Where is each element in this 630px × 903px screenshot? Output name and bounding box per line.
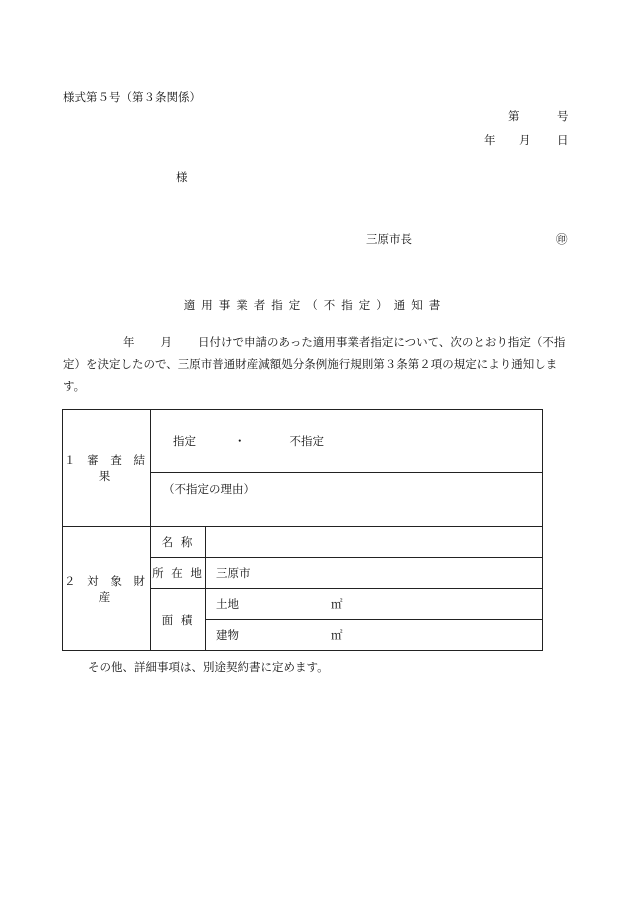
reason-label: （不指定の理由）	[163, 482, 255, 496]
review-result-label: １ 審 査 結 果	[63, 410, 151, 527]
option-separator: ・	[234, 434, 246, 448]
name-label: 名 称	[151, 527, 206, 558]
area-label: 面 積	[151, 589, 206, 651]
date-year-label: 年	[484, 133, 496, 147]
body-text: 日付けで申請のあった適用事業者指定について、次のとおり指定（不指定）を決定したので、三原市普通財産減額処分条例施行規則第３条第２項の規定により通知します。	[63, 335, 566, 393]
name-value	[206, 527, 543, 558]
land-label: 土地	[216, 597, 239, 611]
building-row	[206, 620, 543, 651]
review-result-options	[151, 410, 543, 473]
number-suffix: 号	[557, 109, 569, 123]
target-property-label: ２ 対 象 財 産	[63, 527, 151, 651]
details-table	[62, 409, 543, 651]
number-prefix: 第	[508, 109, 520, 123]
seal-mark: ㊞	[556, 232, 568, 246]
land-row	[206, 589, 543, 620]
date-month-label: 月	[519, 133, 531, 147]
form-number: 様式第５号（第３条関係）	[63, 90, 201, 104]
sender-title: 三原市長	[366, 232, 412, 246]
option-not-designated: 不指定	[289, 434, 324, 448]
reason-cell	[151, 473, 543, 527]
building-label: 建物	[216, 628, 239, 642]
body-year: 年	[123, 335, 135, 349]
location-value: 三原市	[206, 558, 543, 589]
footer-note: その他、詳細事項は、別途契約書に定めます。	[88, 660, 329, 674]
location-label: 所 在 地	[151, 558, 206, 589]
document-title: 適用事業者指定（不指定）通知書	[183, 298, 447, 312]
body-paragraph	[63, 331, 573, 397]
land-unit: ㎡	[331, 597, 343, 611]
body-month: 月	[160, 335, 172, 349]
option-designated: 指定	[173, 434, 196, 448]
date-day-label: 日	[557, 133, 569, 147]
building-unit: ㎡	[331, 628, 343, 642]
addressee-honorific: 様	[176, 170, 188, 184]
